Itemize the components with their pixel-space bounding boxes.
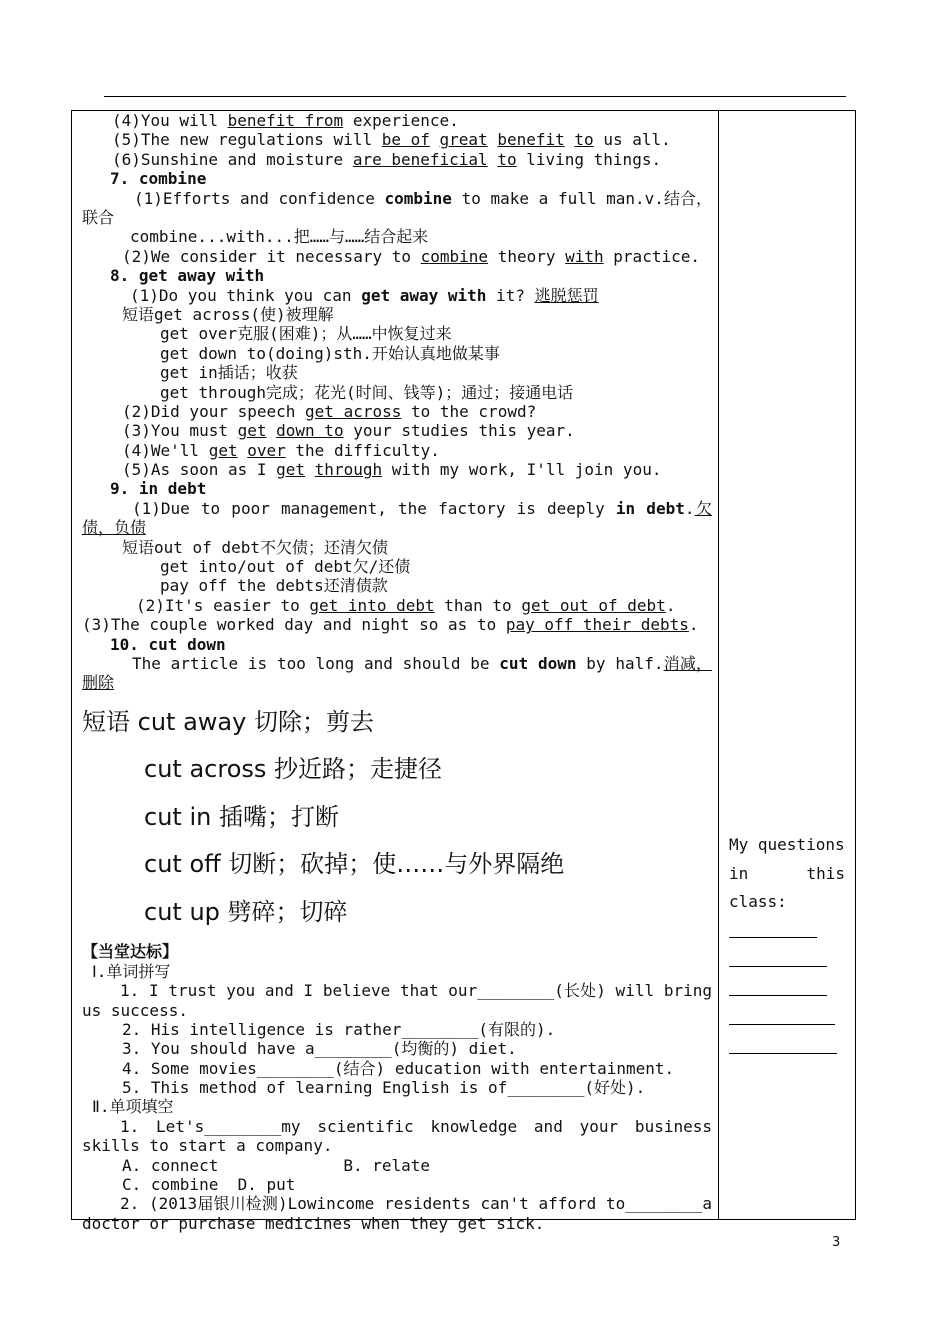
- example-line: (3)You must get down to your studies this year.: [122, 421, 575, 441]
- phrase-line: get in插话；收获: [160, 363, 298, 383]
- example-line: (2)It's easier to get into debt than to get out of debt.: [136, 595, 676, 615]
- column-divider: [718, 110, 719, 1220]
- side-text: class:: [729, 892, 787, 911]
- question-5: 5. This method of learning English is of________(好处).: [122, 1078, 646, 1098]
- heading-in-debt: 9. in debt: [110, 479, 207, 499]
- example-line: (3)The couple worked day and night so as to pay off their debts.: [82, 615, 699, 635]
- phrase-line: 短语out of debt不欠债；还清欠债: [122, 537, 388, 557]
- heading-combine: 7. combine: [110, 169, 207, 189]
- mc-question-2: 2. (2013届银川检测)Lowincome residents can't afford to________a doctor or purchase medicines when they get sick.: [82, 1194, 712, 1233]
- phrase-line: get through完成；花光(时间、钱等)；通过；接通电话: [160, 382, 574, 402]
- heading-get-away-with: 8. get away with: [110, 266, 265, 286]
- question-2: 2. His intelligence is rather________(有限的).: [122, 1019, 556, 1039]
- mc-options: [82, 1156, 712, 1175]
- heading-cut-down: 10. cut down: [110, 634, 226, 654]
- phrase-line: get into/out of debt欠/还债: [160, 557, 411, 577]
- phrase-cut-off: cut off 切断；砍掉；使……与外界隔绝: [144, 850, 565, 879]
- answer-blank[interactable]: [729, 966, 827, 967]
- answer-blank[interactable]: [729, 937, 817, 938]
- answer-blank[interactable]: [729, 1024, 835, 1025]
- side-text: My questions: [729, 835, 845, 854]
- option-b: B. relate: [343, 1155, 431, 1175]
- phrase-cut-up: cut up 劈碎；切碎: [144, 897, 348, 926]
- answer-blank[interactable]: [729, 995, 827, 996]
- phrase-line: combine...with...把……与……结合起来: [130, 227, 429, 247]
- question-3: 3. You should have a________(均衡的) diet.: [122, 1039, 517, 1059]
- example-paragraph: (1)Efforts and confidence combine to make a full man.v.结合，联合: [82, 188, 712, 227]
- main-column: [82, 111, 712, 1233]
- questions-column: [729, 831, 845, 1054]
- example-line: (6)Sunshine and moisture are beneficial to living things.: [112, 149, 662, 169]
- example-line: (5)The new regulations will be of great benefit to us all.: [112, 130, 671, 150]
- example-line: (1)Do you think you can get away with it? 逃脱惩罚: [130, 285, 599, 305]
- example-paragraph: (1)Due to poor management, the factory is deeply in debt.欠债，负债: [82, 498, 712, 538]
- option-a: A. connect: [122, 1155, 219, 1175]
- part-title: Ⅰ.单词拼写: [92, 961, 171, 981]
- answer-blank[interactable]: [729, 1053, 837, 1054]
- example-line: (5)As soon as I get through with my work, I'll join you.: [122, 460, 662, 480]
- phrase-line: get over克服(困难)；从……中恢复过来: [160, 324, 452, 344]
- phrase-line: 短语get across(使)被理解: [122, 304, 334, 324]
- question-1: 1. I trust you and I believe that our________(长处) will bring us success.: [82, 981, 712, 1020]
- example-line: (2)Did your speech get across to the crowd?: [122, 401, 537, 421]
- question-4: 4. Some movies________(结合) education with entertainment.: [122, 1058, 675, 1078]
- example-line: (4)We'll get over the difficulty.: [122, 440, 440, 460]
- part-title: Ⅱ.单项填空: [92, 1097, 174, 1117]
- mc-options: C. combine D. put: [122, 1175, 296, 1195]
- example-paragraph: The article is too long and should be cut down by half.消减，删除: [82, 654, 712, 693]
- phrase-line: pay off the debts还清债款: [160, 576, 388, 596]
- phrase-line: get down to(doing)sth.开始认真地做某事: [160, 343, 500, 363]
- phrase-cut-in: cut in 插嘴；打断: [144, 802, 339, 831]
- section-title: 【当堂达标】: [82, 942, 179, 962]
- example-line: (4)You will benefit from experience.: [112, 111, 459, 130]
- phrase-image: [82, 699, 712, 937]
- mc-question-1: 1. Let's________my scientific knowledge and your business skills to start a company.: [82, 1116, 712, 1156]
- header-rule: [104, 96, 846, 97]
- example-line: (2)We consider it necessary to combine theory with practice.: [122, 246, 700, 266]
- side-text: in this: [729, 863, 845, 883]
- phrase-cut-across: cut across 抄近路；走捷径: [144, 755, 443, 784]
- page-number: 3: [832, 1235, 841, 1250]
- phrase-cut-away: 短语 cut away 切除；剪去: [82, 707, 374, 736]
